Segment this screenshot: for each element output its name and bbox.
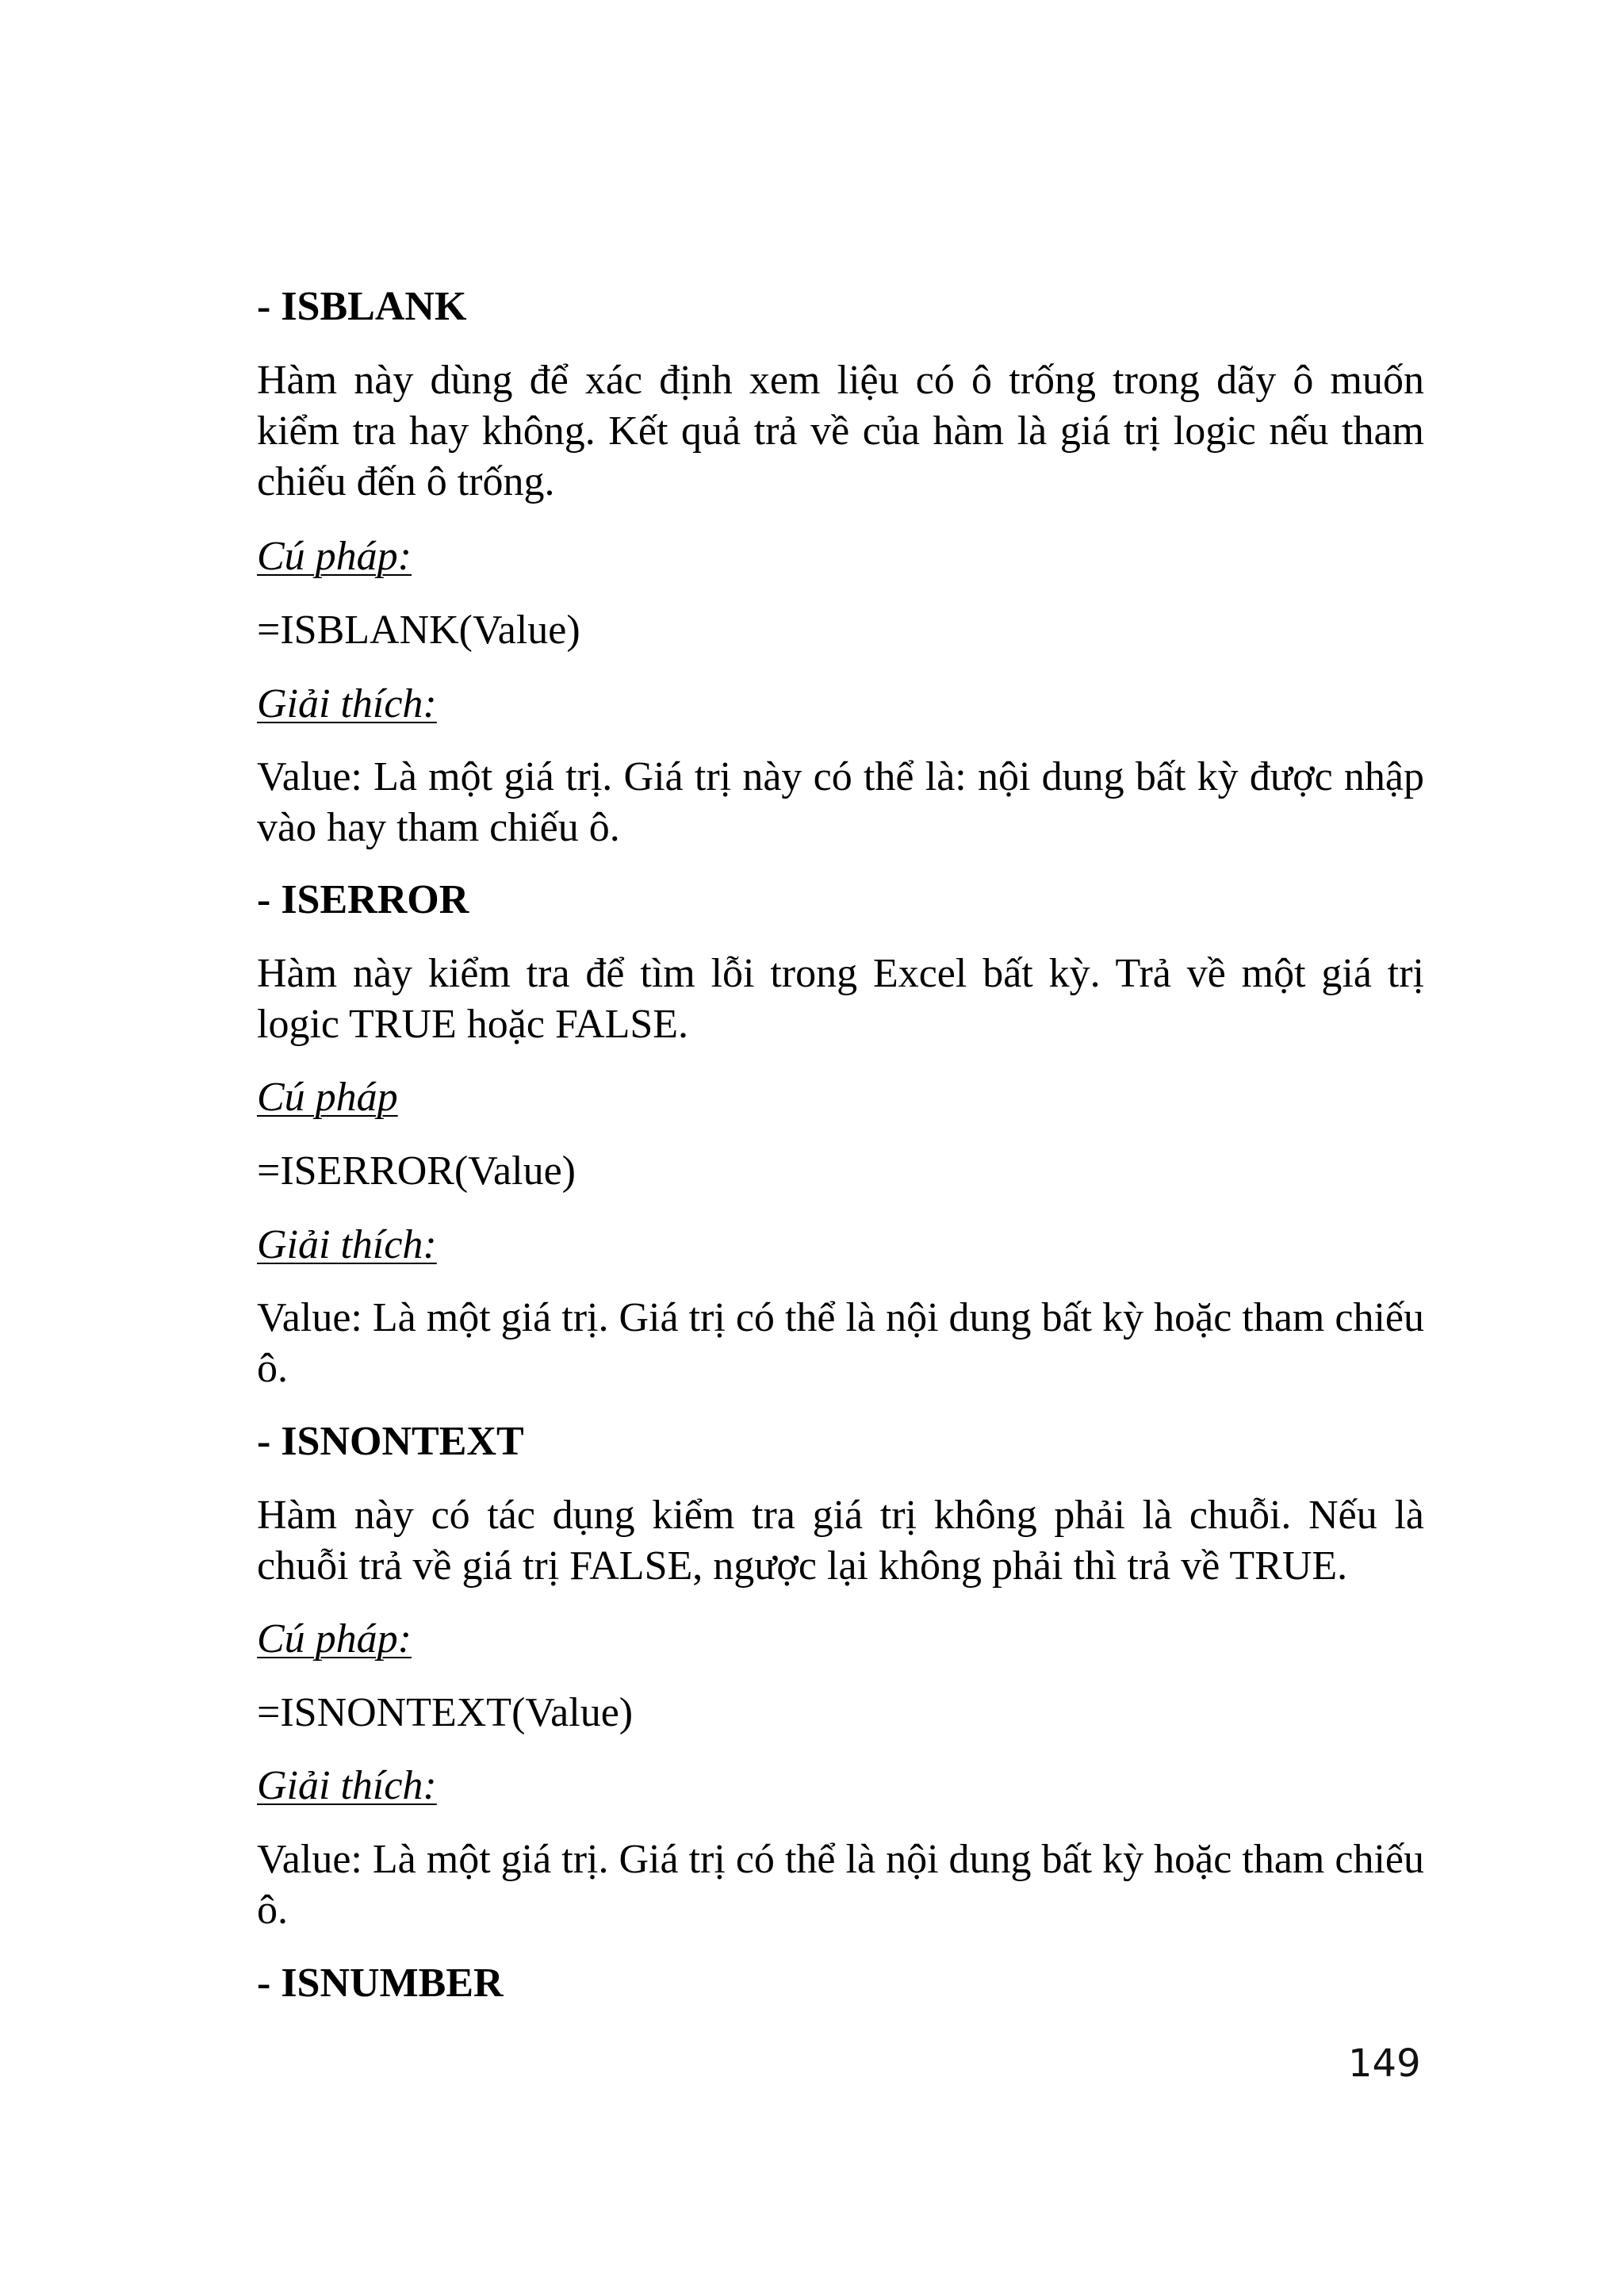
section-heading-isblank: - ISBLANK xyxy=(257,284,467,329)
syntax-isblank: =ISBLANK(Value) xyxy=(257,608,580,653)
syntax-label-iserror: Cú pháp xyxy=(257,1075,398,1120)
section-heading-isnontext: - ISNONTEXT xyxy=(257,1419,524,1464)
explain-label-isnontext: Giải thích: xyxy=(257,1763,437,1808)
page-number: 149 xyxy=(1348,2041,1421,2086)
syntax-label-isblank: Cú pháp: xyxy=(257,534,412,579)
description-iserror: Hàm này kiểm tra để tìm lỗi trong Excel bất kỳ. Trả về một giá trị logic TRUE hoặc FALSE. xyxy=(257,951,1424,1047)
explain-label-isblank: Giải thích: xyxy=(257,681,437,726)
section-heading-iserror: - ISERROR xyxy=(257,877,469,922)
description-isblank: Hàm này dùng để xác định xem liệu có ô trống trong dãy ô muốn kiểm tra hay không. Kết quả trả về của hàm là giá trị logic nếu tham chiếu đến ô trống. xyxy=(257,358,1424,504)
description-isnontext: Hàm này có tác dụng kiểm tra giá trị không phải là chuỗi. Nếu là chuỗi trả về giá trị FALSE, ngược lại không phải thì trả về TRUE. xyxy=(257,1493,1424,1589)
explain-isblank: Value: Là một giá trị. Giá trị này có thể là: nội dung bất kỳ được nhập vào hay tham chiếu ô. xyxy=(257,754,1424,850)
section-heading-isnumber: - ISNUMBER xyxy=(257,1961,504,2006)
syntax-label-isnontext: Cú pháp: xyxy=(257,1616,412,1662)
explain-label-iserror: Giải thích: xyxy=(257,1222,437,1267)
explain-isnontext: Value: Là một giá trị. Giá trị có thể là nội dung bất kỳ hoặc tham chiếu ô. xyxy=(257,1837,1424,1933)
explain-iserror: Value: Là một giá trị. Giá trị có thể là nội dung bất kỳ hoặc tham chiếu ô. xyxy=(257,1295,1424,1391)
syntax-isnontext: =ISNONTEXT(Value) xyxy=(257,1690,634,1735)
syntax-iserror: =ISERROR(Value) xyxy=(257,1148,576,1194)
